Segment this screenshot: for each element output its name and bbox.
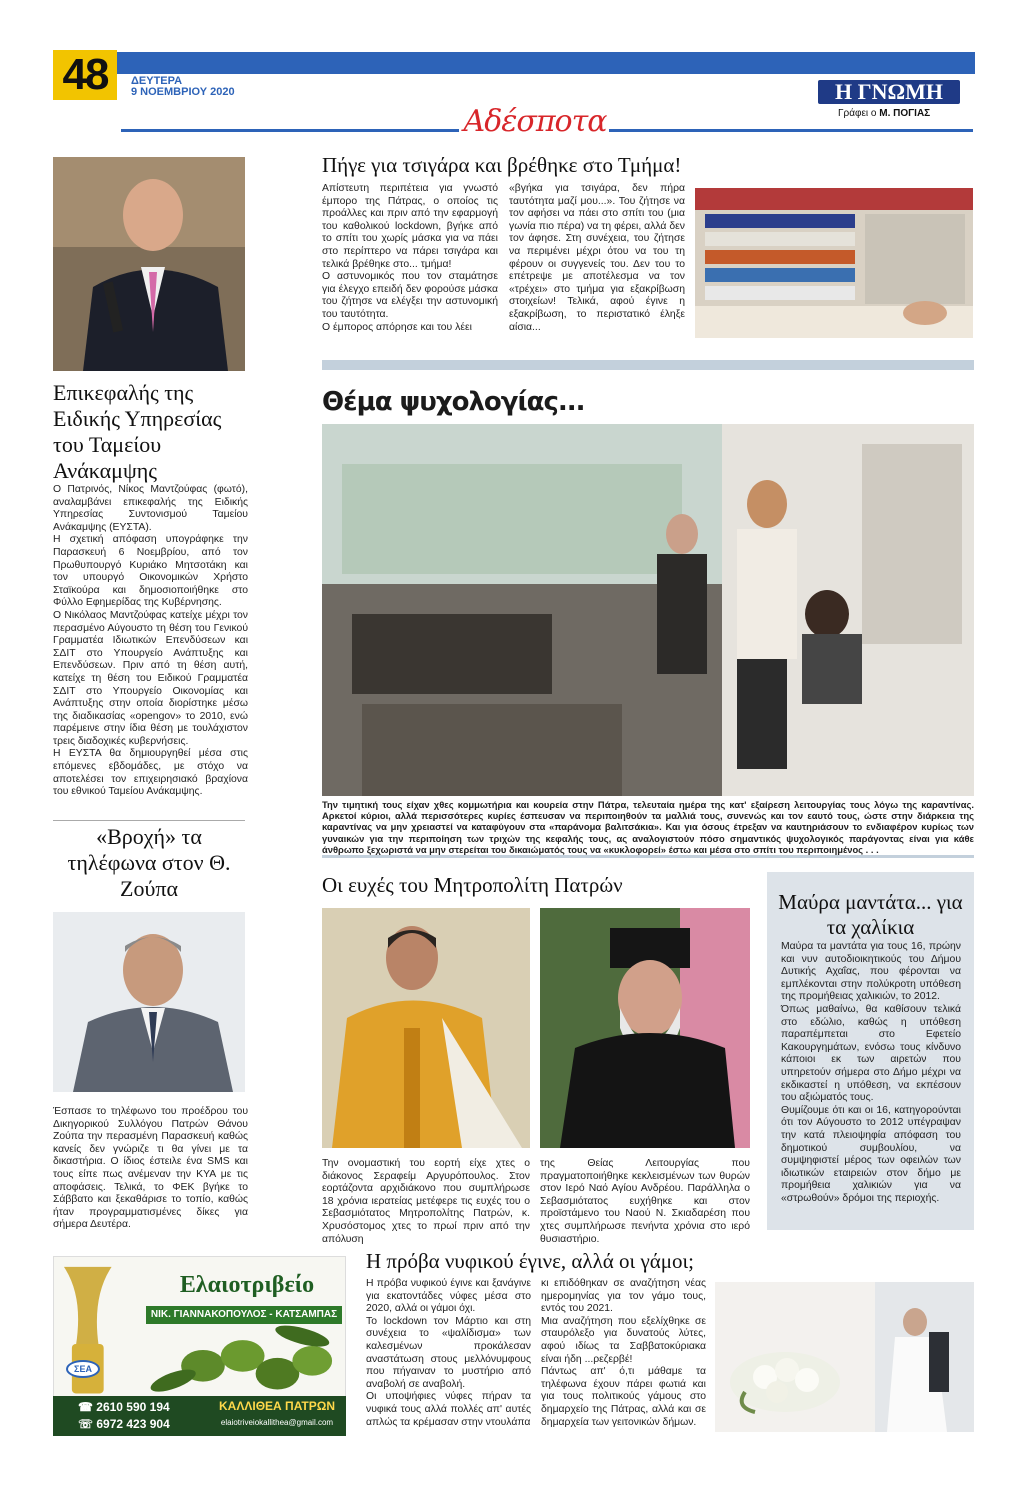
lead-story-body: Ο Πατρινός, Νίκος Μαντζούφας (φωτό), αναλαμβάνει επικεφαλής της Ειδικής Υπηρεσίας Συντονισμού Ταμείου Ανάκαμψης (ΕΥΣΤΑ). Η σχετική απόφαση υπογράφηκε την Παρασκευή 6 Νοεμβρίου, από τον Πρωθυπουργό Κυριάκο Μητσοτάκη και τον υπουργό Οικονομικών Χρήστο Σταϊκούρα και δημοσιοποιήθηκε στο Φύλλο Εφημερίδας της Κυβέρνησης. Ο Νικόλαος Μαντζούφας κατείχε μέχρι τον περασμένο Αύγουστο τη θέση του Γενικού Γραμματέα Ιδιωτικών Επενδύσεων και ΣΔΙΤ στο Υπουργείο Ανάπτυξης και Επενδύσεων. Πριν από τη θέση αυτή, κατείχε τη θέση του Ειδικού Γραμματέα ΣΔΙΤ στο Υπουργείο Οικονομίας και Ανάπτυξης στην οποία διορίστηκε μέσω της διαδικασίας «opengov» το 2010, ενώ παρέμεινε στην ίδια θέση με τουλάχιστον τρεις διαδοχικές κυβερνήσεις. Η ΕΥΣΤΑ θα δημιουργηθεί μέσα στις επόμενες εβδομάδες, με στόχο να αποτελέσει τον επιχειρησιακό βραχίονα του εθνικού Ταμείου Ανάκαμψης. xyxy=(53,484,248,798)
nyfiko-story-column-1: Η πρόβα νυφικού έγινε και ξανάγινε για εκατοντάδες νύφες μέσα στο 2020, αλλά οι γάμοι όχι. Το lockdown τον Μάρτιο και στη συνέχεια το «ψαλίδισμα» των καλεσμένων προκάλεσαν αναστάτωση στους μελλόνυμφους που πήγαιναν το μυστήριο από αναβολή σε αναβολή. Οι υποψήφιες νύφες πήραν τα νυφικά τους αλλά πολλές απ' αυτές απλώς τα κρέμασαν στην ντουλάπα xyxy=(366,1278,531,1428)
psych-story-headline: Θέμα ψυχολογίας... xyxy=(322,387,585,417)
ad-badge: ΣΕΑ xyxy=(66,1360,100,1378)
metro-story-column-2: της Θείας Λειτουργίας που πραγματοποιήθηκε κεκλεισμένων των θυρών στον Ιερό Ναό Αγίου Ανδρέου. Παράλληλα ο Σεβασμιότατος ευχήθηκε και στον προϊστάμενο του Ναού Ν. Σκιαδαρέση που χτες συμπλήρωσε πενήντα χρόνια στο ιερό θυσιαστήριο. xyxy=(540,1158,750,1245)
mobile-icon: ☏ xyxy=(78,1417,97,1431)
header-bar xyxy=(117,52,975,74)
column-divider xyxy=(53,820,245,821)
page-number: 48 xyxy=(53,50,117,100)
section-rule xyxy=(121,129,459,132)
lead-story-photo xyxy=(53,157,245,371)
issue-day: ΔΕΥΤΕΡΑ xyxy=(131,75,183,87)
newspaper-logo: Η ΓΝΩΜΗ xyxy=(818,80,960,104)
metro-story-photo-metropolitan xyxy=(540,908,750,1148)
section-divider xyxy=(322,855,974,858)
metro-story-column-1: Την ονομαστική του εορτή είχε χτες ο διάκονος Σεραφείμ Αργυρόπουλος. Στον εορτάζοντα αρχιδιάκονο που συμπλήρωσε 18 χρόνια ιερατείας μετέφερε τις ευχές του ο Σεβασμιότατος Μητροπολίτης Πατρών, κ. Χρυσόστομος χτες το πρωί πριν από την απόλυση xyxy=(322,1158,530,1245)
mavra-story-headline: Μαύρα μαντάτα... για τα χαλίκια xyxy=(778,890,963,939)
issue-date: 9 ΝΟΕΜΒΡΙΟΥ 2020 xyxy=(131,86,235,98)
nyfiko-story-headline: Η πρόβα νυφικού έγινε, αλλά οι γάμοι; xyxy=(366,1249,694,1273)
phone-icon: ☎ xyxy=(78,1400,97,1414)
ad-phone-1 xyxy=(78,1400,170,1414)
nyfiko-story-photo xyxy=(715,1282,974,1432)
lead-story-headline: Επικεφαλής της Ειδικής Υπηρεσίας του Ταμείου Ανάκαμψης xyxy=(53,380,222,483)
psych-story-caption: Την τιμητική τους είχαν χθες κομμωτήρια και κουρεία στην Πάτρα, τελευταία ημέρα της κατ' εξαίρεση λειτουργίας τους λόγω της καραντίνας. Αρκετοί κύριοι, αλλά περισσότερες κυρίες έσπευσαν να περιποιηθούν τα μαλλιά τους, συνενώς και τον εαυτό τους, ώστε στην διάρκεια της καραντίνας να μην χρειαστεί να καταφύγουν στα «παράνομα βαλιτσάκια». Και για όσους έτρεξαν να καυτηριάσουν το ενδιαφέρον κυρίως των γυναικών για την περιποίηση των τριχών της κεφαλής τους, ας αναλογιστούν πόσο σημαντικός ψυχολογικός παράγοντας είναι για κάθε άνθρωπο ξεχωριστά να μην στερείται του δικαιώματός τους να «κυκλοφορεί» έστω και μέσα στο σπίτι του περιποιημένος . . . xyxy=(322,799,974,855)
ad-phone-1-number: 2610 590 194 xyxy=(96,1400,170,1414)
mavra-story-body: Μαύρα τα μαντάτα για τους 16, πρώην και νυν αυτοδιοικητικούς του Δήμου Δυτικής Αχαΐας, που φέρονται να εμπλέκονται στην πολύκροτη υπόθεση της προμήθειας χαλικιών, το 2012. Όπως μαθαίνω, θα καθίσουν τελικά στο εδώλιο, καθώς η υπόθεση παραπέμπεται στο Εφετείο Κακουργημάτων, ενόσω τους κίνδυνο κάποιοι εκ των αιρετών που υπηρετούν σήμερα στο Δήμο μέχρι να εκδικαστεί η υπόθεση, να εκπέσουν του αξιώματός τους. Θυμίζουμε ότι και οι 16, κατηγορούνται ότι τον Αύγουστο το 2012 υπέγραψαν την κατά πλειοψηφία απόφαση του δημοτικού συμβουλίου, να συμψηφιστεί μέρος των οφειλών των ιδιωτικών εταιρειών στον δήμο με προμήθεια χαλικιών για να «στρωθούν» δρόμοι της περιοχής. xyxy=(781,941,961,1204)
nyfiko-story-column-2: κι επιδόθηκαν σε αναζήτηση νέας ημερομηνίας για τον γάμο τους, εντός του 2021. Μια αναζήτηση που εξελίχθηκε σε σταυρόλεξο για δυνατούς λύτες, αφού ιδίως τα Σαββατοκύριακα είναι ήδη ...ρεζερβέ! Πάντως απ' ό,τι μάθαμε τα τηλέφωνα έχουν πάρει φωτιά και για τους πολιτικούς γάμους στο δημαρχείο της Πάτρας, αλλά και σε δημαρχεία των γειτονικών δήμων. xyxy=(541,1278,706,1428)
author-byline xyxy=(838,108,930,119)
tsigara-story-photo xyxy=(695,188,973,338)
author-name: Μ. ΠΟΓΙΑΣ xyxy=(879,108,931,119)
tsigara-story-column-2: «βγήκα για τσιγάρα, δεν πήρα ταυτότητα μαζί μου...». Του ζήτησε να τον αφήσει να πάει στο σπίτι του (μια γωνία πιο πέρα) να τη φέρει, αλλά δεν τον άφησε. Στη συνέχεια, του ζήτησε να περιμένει μέχρι ότου να του τη φέρουν οι συγγενείς του. Δεν του το επέτρεψε με αποτέλεσμα να τον «τρέχει» στο τμήμα για εξακρίβωση στοιχείων! Τελικά, αφού έγινε η εξακρίβωση, το περιστατικό έληξε αίσια... xyxy=(509,183,685,333)
ad-subtitle: ΝΙΚ. ΓΙΑΝΝΑΚΟΠΟΥΛΟΣ - ΚΑΤΣΑΜΠΑΣ xyxy=(146,1306,342,1324)
section-divider xyxy=(322,360,974,370)
tsigara-story-column-1: Απίστευτη περιπέτεια για γνωστό έμπορο της Πάτρας, ο οποίος τις προάλλες και πριν από την εφαρμογή του καθολικού lockdown, βγήκε από το σπίτι του χωρίς μάσκα για να πάει στο περίπτερο να πάρει τσιγάρα και τελικά βρέθηκε στο... τμήμα! Ο αστυνομικός που τον σταμάτησε για έλεγχο επειδή δεν φορούσε μάσκα του ζήτησε να ελέγξει την αστυνομική του ταυτότητα. Ο έμπορος απόρησε και του λέει xyxy=(322,183,498,333)
ad-phone-2-number: 6972 423 904 xyxy=(96,1417,170,1431)
section-title: Αδέσποτα xyxy=(463,104,607,139)
metro-story-photo-deacon xyxy=(322,908,530,1148)
zoupa-story-body: Έσπασε το τηλέφωνο του προέδρου του Δικηγορικού Συλλόγου Πατρών Θάνου Ζούπα την περασμένη Παρασκευή καθώς κανείς δεν γνώριζε τι θα γίνει με τα δικαστήρια. Ο ίδιος έστειλε ένα SMS και τους είπε πως ανέμεναν την ΚΥΑ με τις αποφάσεις. Τελικά, το ΦΕΚ βγήκε το Σάββατο και ξεκαθάρισε το τοπίο, καθώς ήταν προγραμματισμένες δίκες για σήμερα Δευτέρα. xyxy=(53,1106,248,1231)
tsigara-story-headline: Πήγε για τσιγάρα και βρέθηκε στο Τμήμα! xyxy=(322,153,682,177)
ad-phone-2 xyxy=(78,1417,170,1431)
ad-location: ΚΑΛΛΙΘΕΑ ΠΑΤΡΩΝ xyxy=(219,1399,335,1413)
author-prefix: Γράφει ο xyxy=(838,108,877,119)
ad-title: Ελαιοτριβείο xyxy=(179,1272,315,1298)
zoupa-story-photo xyxy=(53,912,245,1092)
psych-story-photo xyxy=(322,424,974,796)
metro-story-headline: Οι ευχές του Μητροπολίτη Πατρών xyxy=(322,873,623,897)
section-rule xyxy=(609,129,973,132)
ad-email: elaiotriveiokallithea@gmail.com xyxy=(220,1418,334,1427)
zoupa-story-headline: «Βροχή» τα τηλέφωνα στον Θ. Ζούπα xyxy=(67,824,231,901)
